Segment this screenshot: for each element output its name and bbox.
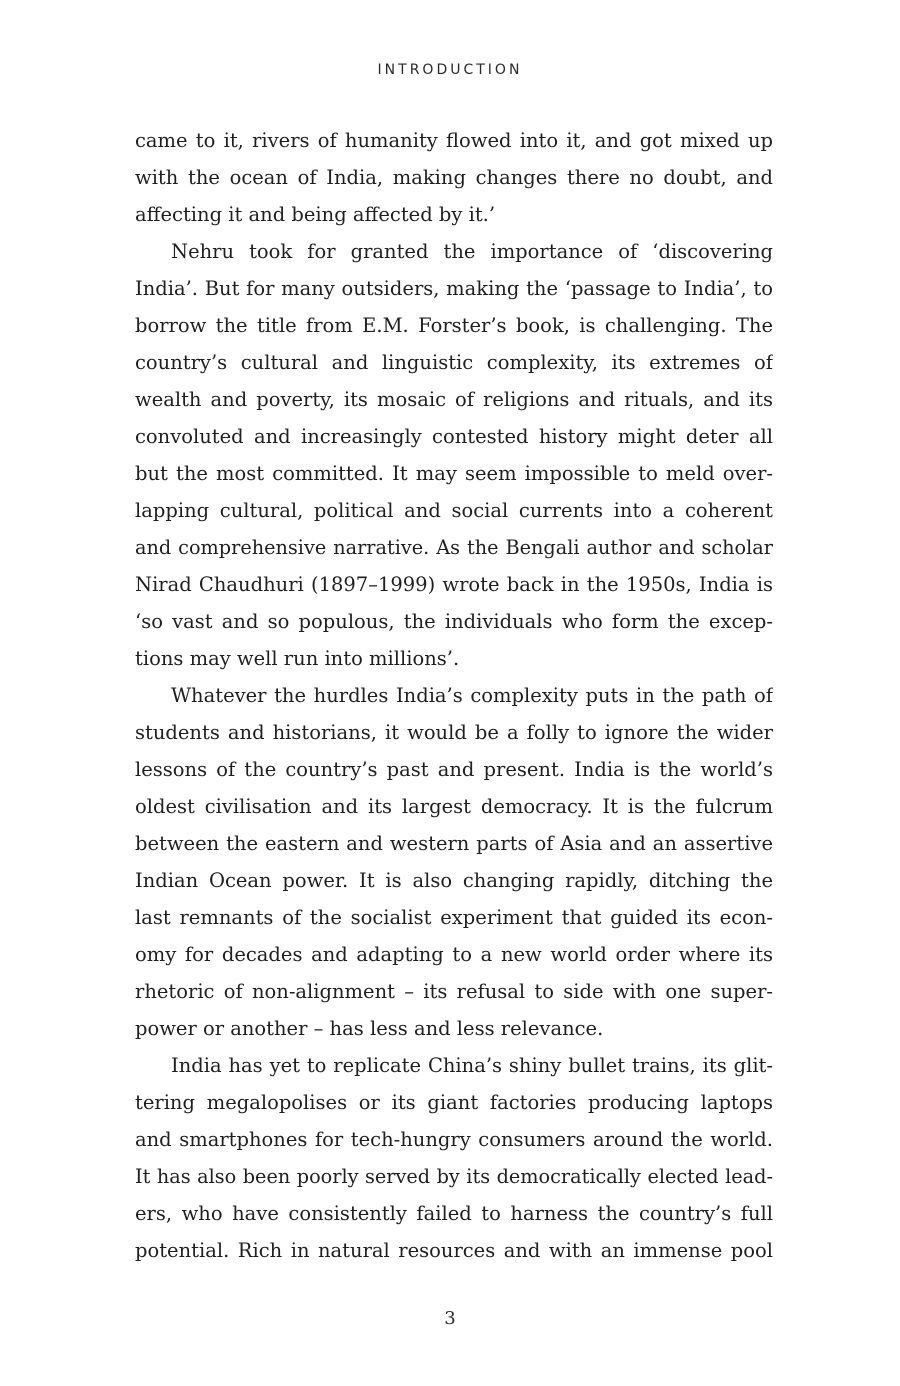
text-line: students and historians, it would be a folly to ignore the wider bbox=[135, 721, 773, 744]
paragraph bbox=[135, 122, 773, 233]
text-line: oldest civilisation and its largest democracy. It is the fulcrum bbox=[135, 795, 773, 818]
text-line: lapping cultural, political and social currents into a coherent bbox=[135, 499, 773, 522]
text-line: power or another – has less and less relevance. bbox=[135, 1017, 604, 1040]
text-line: with the ocean of India, making changes there no doubt, and bbox=[135, 166, 773, 189]
text-line: convoluted and increasingly contested history might deter all bbox=[135, 425, 773, 448]
text-line: tering megalopolises or its giant factories producing laptops bbox=[135, 1091, 773, 1114]
paragraph bbox=[135, 1047, 773, 1269]
text-line: affecting it and being affected by it.’ bbox=[135, 203, 496, 226]
text-line: but the most committed. It may seem impossible to meld over- bbox=[135, 462, 773, 485]
text-line: omy for decades and adapting to a new world order where its bbox=[135, 943, 773, 966]
text-line: rhetoric of non-alignment – its refusal to side with one super- bbox=[135, 980, 773, 1003]
text-line: came to it, rivers of humanity flowed into it, and got mixed up bbox=[135, 129, 773, 152]
text-line: wealth and poverty, its mosaic of religions and rituals, and its bbox=[135, 388, 773, 411]
text-line: India has yet to replicate China’s shiny bullet trains, its glit- bbox=[171, 1054, 773, 1077]
text-line: last remnants of the socialist experiment that guided its econ- bbox=[135, 906, 773, 929]
text-line: ‘so vast and so populous, the individuals who form the excep- bbox=[135, 610, 773, 633]
text-line: between the eastern and western parts of Asia and an assertive bbox=[135, 832, 773, 855]
text-line: Nirad Chaudhuri (1897–1999) wrote back in the 1950s, India is bbox=[135, 573, 773, 596]
page-number: 3 bbox=[444, 1308, 456, 1329]
running-head: INTRODUCTION bbox=[377, 62, 523, 78]
text-line: and comprehensive narrative. As the Bengali author and scholar bbox=[135, 536, 773, 559]
paragraph bbox=[135, 233, 773, 677]
text-line: It has also been poorly served by its democratically elected lead- bbox=[135, 1165, 773, 1188]
text-line: tions may well run into millions’. bbox=[135, 647, 460, 670]
body-text bbox=[135, 122, 773, 1269]
text-line: borrow the title from E.M. Forster’s book, is challenging. The bbox=[135, 314, 773, 337]
text-line: potential. Rich in natural resources and with an immense pool bbox=[135, 1239, 773, 1262]
text-line: Whatever the hurdles India’s complexity puts in the path of bbox=[171, 684, 773, 707]
text-line: Indian Ocean power. It is also changing rapidly, ditching the bbox=[135, 869, 773, 892]
text-line: India’. But for many outsiders, making the ‘passage to India’, to bbox=[135, 277, 773, 300]
text-line: lessons of the country’s past and present. India is the world’s bbox=[135, 758, 773, 781]
paragraph bbox=[135, 677, 773, 1047]
text-line: ers, who have consistently failed to harness the country’s full bbox=[135, 1202, 773, 1225]
text-line: Nehru took for granted the importance of ‘discovering bbox=[171, 240, 773, 263]
text-line: and smartphones for tech-hungry consumers around the world. bbox=[135, 1128, 773, 1151]
text-line: country’s cultural and linguistic complexity, its extremes of bbox=[135, 351, 773, 374]
